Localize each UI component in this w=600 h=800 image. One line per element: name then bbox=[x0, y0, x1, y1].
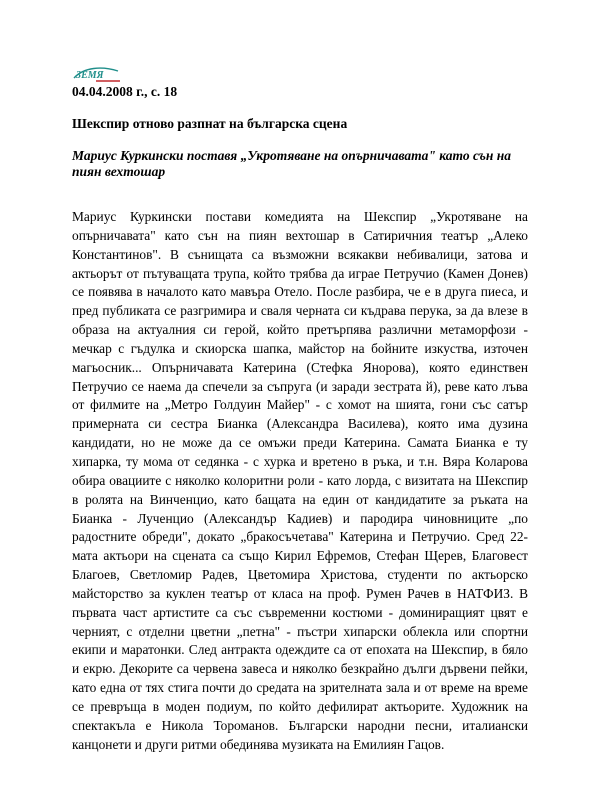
zemya-logo-icon bbox=[72, 65, 122, 85]
source-line: 04.04.2008 г., с. 18 bbox=[72, 84, 178, 99]
svg-text:ЗЕМЯ: ЗЕМЯ bbox=[76, 70, 104, 81]
article-headline: Шекспир отново разпнат на българска сцена bbox=[72, 116, 348, 131]
article-subheadline: Мариус Куркински поставя „Укротяване на опърничавата" като сън на пиян вехтошар bbox=[72, 148, 512, 179]
article-body: Мариус Куркински постави комедията на Шекспир „Укротяване на опърничавата" като сън на пиян вехтошар в Сатиричния театър „Алеко Константинов". В сънищата са възможни всякакви небивалици, затова и актьорът от пътуващата трупа, който трябва да играе Петручио (Камен Донев) се появява в началото като мавъра Отело. После разбира, че е в друга пиеса, и пред публиката се разгримира и сваля черната си къдрава перука, за да влезе в образа на актуалния си герой, който претърпява различни метаморфози - мечкар с гъдулка и скиорска шапка, майстор на бойните изкуства, източен магьосник... Опърничавата Катерина (Стефка Янорова), която единствен Петручио се наема да спечели за съпруга (и заради зестрата й), реве като лъва от филмите на „Метро Голдуин Майер" - с хомот на шията, гони със сатър примерната си сестра Бианка (Александра Василева), която има дузина кандидати, но не може да се омъжи преди Катерина. Самата Бианка е ту хипарка, ту мома от седянка - с хурка и вретено в ръка, и т.н. Вяра Коларова обира овациите с няколко колоритни роли - като лорда, с визитата на Шекспир в ролята на Винченцио, като бащата на един от кандидатите за ръката на Бианка - Лученцио (Александър Кадиев) и пародира чиновниците „по радостните обреди", докато „бракосъчетава" Катерина и Петручио. Сред 22-мата актьори на сцената са също Кирил Ефремов, Стефан Щерев, Благовест Благоев, Светломир Радев, Цветомира Христова, студенти по актьорско майсторство за куклен театър от класа на проф. Румен Рачев в НАТФИЗ. В първата част артистите са със съвременни костюми - доминиращият цвят е черният, с отделни цветни „петна" - пъстри хипарски облекла или спортни екипи и маратонки. След антракта одеждите са от епохата на Шекспир, в бяло и екрю. Декорите са червена завеса и няколко безкрайно дълги дървени пейки, като една от тях стига почти до средата на зрителната зала и от време на време се превръща в моден подиум, по който дефилират актьорите. Художник на спектакъла е Никола Тороманов. Български народни песни, италиански канцонети и други ритми обединява музиката на Емилиян Гацов. bbox=[72, 209, 528, 752]
newspaper-logo bbox=[72, 65, 122, 85]
